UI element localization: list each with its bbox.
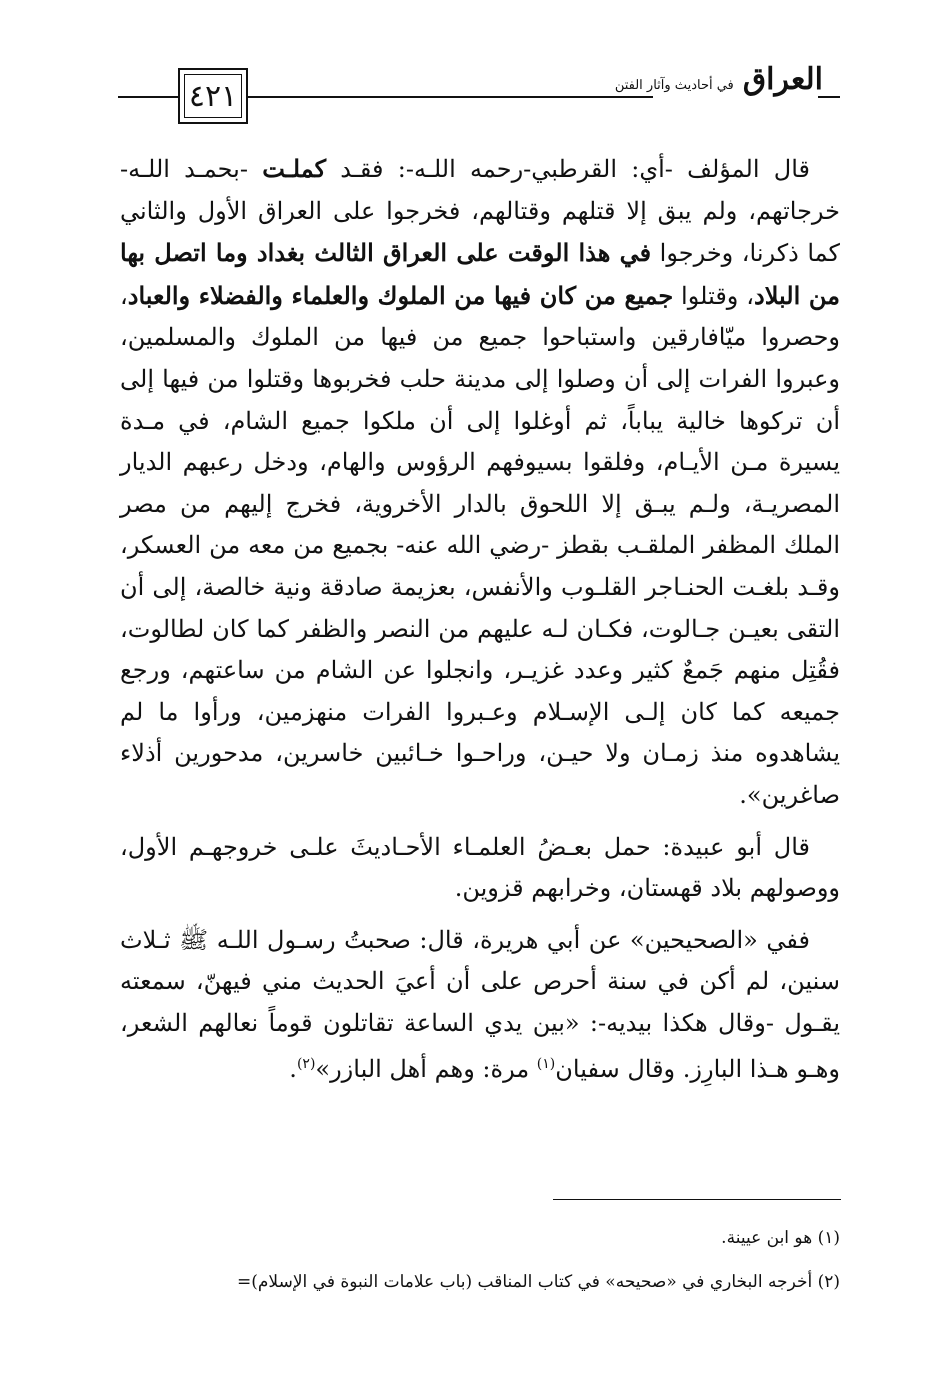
- book-title-main: العراق: [742, 62, 823, 97]
- book-title-subtitle: في أحاديث وآثار الفتن: [614, 78, 734, 93]
- paragraph-abu-ubaida: قال أبو عبيدة: حمل بعـضُ العلمـاء الأحـاديثَ علـى خروجهـم الأول، ووصولهم بلاد قهستان، وخرابهم قزوين.: [120, 832, 840, 903]
- footnote-separator: [553, 1199, 841, 1200]
- header-rule-middle: [248, 96, 653, 98]
- para1-text-c: ، وقتلوا: [673, 281, 755, 310]
- page-number-frame: [178, 68, 248, 124]
- page-header: [118, 58, 840, 138]
- para3-text-a: ففي «الصحيحين» عن أبي هريرة، قال: صحبتُ رسـول اللـه ﷺ ثـلاث سنين، لم أكن في سنة أحرص على أن أعيَ الحديث مني فيهنّ، سمعته يقـول -وقال هكذا بيديه-: «بين يدي الساعة تقاتلون قوماً نعالهم الشعر، وهـو هـذا البارِز. وقال سفيان: [120, 925, 840, 1084]
- header-rule-right: [818, 96, 840, 98]
- footnote-ref-2[interactable]: (٢): [296, 1056, 316, 1073]
- para1-bold-c: جميع من كان فيها من الملوك والعلماء والفضلاء والعباد: [127, 280, 674, 310]
- para1-text-d: ، وحصروا ميّافارقين واستباحوا جميع من فيها من الملوك والمسلمين، وعبروا الفرات إلى أن وصلوا إلى مدينة حلب فخربوها وقتلوا من فيها إلى أن تركوها خالية يباباً، ثم أوغلوا إلى أن ملكوا جميع الشام، في مـدة يسيرة مـن الأيـام، وفلقوا بسيوفهم الرؤوس والهام، ودخل رعبهم الديار المصريـة، ولـم يبـق إلا اللحوق بالدار الأخروية، فخرج إليهم من مصر الملك المظفر الملقـب بقطز -رضي الله عنه- بجميع من معه من العسكر، وقـد بلغـت الحنـاجر القلـوب والأنفس، بعزيمة صادقة ونية خالصة، إلى أن التقى بعيـن جـالوت، فكـان لـه عليهم من النصر والظفر كما كان لطالوت، فقُتِل منهم جَمعٌ كثير وعدد غزيـر، وانجلوا عن الشام من ساعتهم، ورجع جميعه كما كان إلـى الإسـلام وعـبروا الفرات منهزمين، ورأوا ما لم يشاهدوه منذ زمـان ولا حيـن، وراحـوا خـائبين خاسرين، مدحورين أذلاء صاغرين».: [120, 281, 840, 809]
- footnote-ref-1[interactable]: (١): [536, 1056, 556, 1073]
- header-rule-left: [118, 96, 178, 98]
- para1-text-a: قال المؤلف -أي: القرطبي-رحمه اللـه-: فقـد: [326, 155, 810, 183]
- main-text: [120, 148, 840, 1091]
- footnotes: [112, 1225, 840, 1313]
- para3-text-b: مرة: وهم أهل البازر»: [315, 1055, 537, 1084]
- footnote-1: (١) هو ابن عيينة.: [721, 1228, 840, 1248]
- page-number: ٤٢١: [188, 78, 238, 114]
- book-title: [614, 62, 823, 102]
- paragraph-sahihain-hadith: [120, 920, 840, 1091]
- footnote-2: (٢) أخرجه البخاري في «صحيحه» في كتاب المناقب (باب علامات النبوة في الإسلام)=: [237, 1272, 840, 1292]
- para1-bold-a: كملـت: [262, 154, 327, 183]
- para1-text-b: -بحمـد اللـه- خرجاتهم، ولم يبق إلا قتلهم وقتالهم، فخرجوا على العراق الأول والثاني كما ذكرنا، وخرجوا: [120, 155, 840, 268]
- para1-bold-b: في هذا الوقت على العراق الثالث بغداد وما اتصل بها من البلاد: [120, 238, 840, 310]
- para3-text-end: .: [289, 1055, 297, 1084]
- paragraph-qurtubi-quote: [120, 148, 840, 817]
